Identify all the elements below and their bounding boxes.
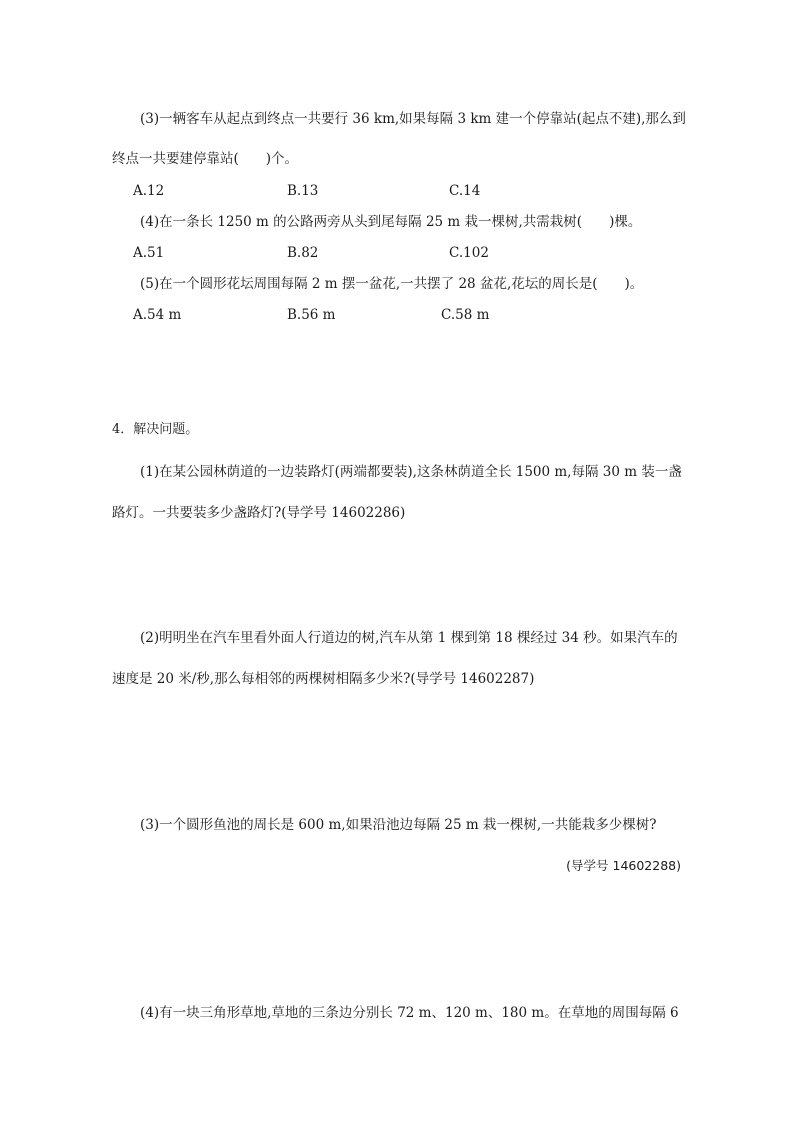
problem-3-reference: (导学号 14602288) [566,858,681,873]
question-4-option-a: A.51 [133,245,165,261]
question-5-option-c: C.58 m [441,307,490,323]
question-5-line-1: (5)在一个圆形花坛周围每隔 2 m 摆一盆花,一共摆了 28 盆花,花坛的周长是( )。 [140,276,644,292]
section-4-title: 4．解决问题。 [112,422,199,437]
question-3-option-a: A.12 [133,183,165,199]
question-3-option-c: C.14 [449,183,481,199]
question-4-option-b: B.82 [287,245,319,261]
question-3-line-2: 终点一共要建停靠站( )个。 [112,151,299,167]
problem-2-line-2: 速度是 20 米/秒,那么每相邻的两棵树相隔多少米?(导学号 14602287) [112,671,535,687]
question-5-option-b: B.56 m [287,307,336,323]
problem-4-line-1: (4)有一块三角形草地,草地的三条边分别长 72 m、120 m、180 m。在草地的周围每隔 6 [140,1005,679,1021]
question-4-line-1: (4)在一条长 1250 m 的公路两旁从头到尾每隔 25 m 栽一棵树,共需栽树( )棵。 [140,214,642,230]
question-5-option-a: A.54 m [133,307,182,323]
question-4-option-c: C.102 [449,245,489,261]
question-3-line-1: (3)一辆客车从起点到终点一共要行 36 km,如果每隔 3 km 建一个停靠站(起点不建),那么到 [140,111,686,127]
question-3-option-b: B.13 [287,183,319,199]
problem-3-line-1: (3)一个圆形鱼池的周长是 600 m,如果沿池边每隔 25 m 栽一棵树,一共能栽多少棵树? [140,817,657,833]
problem-1-line-2: 路灯。一共要装多少盏路灯?(导学号 14602286) [112,505,406,521]
problem-2-line-1: (2)明明坐在汽车里看外面人行道边的树,汽车从第 1 棵到第 18 棵经过 34 秒。如果汽车的 [140,630,678,646]
problem-1-line-1: (1)在某公园林荫道的一边装路灯(两端都要装),这条林荫道全长 1500 m,每隔 30 m 装一盏 [140,464,682,480]
